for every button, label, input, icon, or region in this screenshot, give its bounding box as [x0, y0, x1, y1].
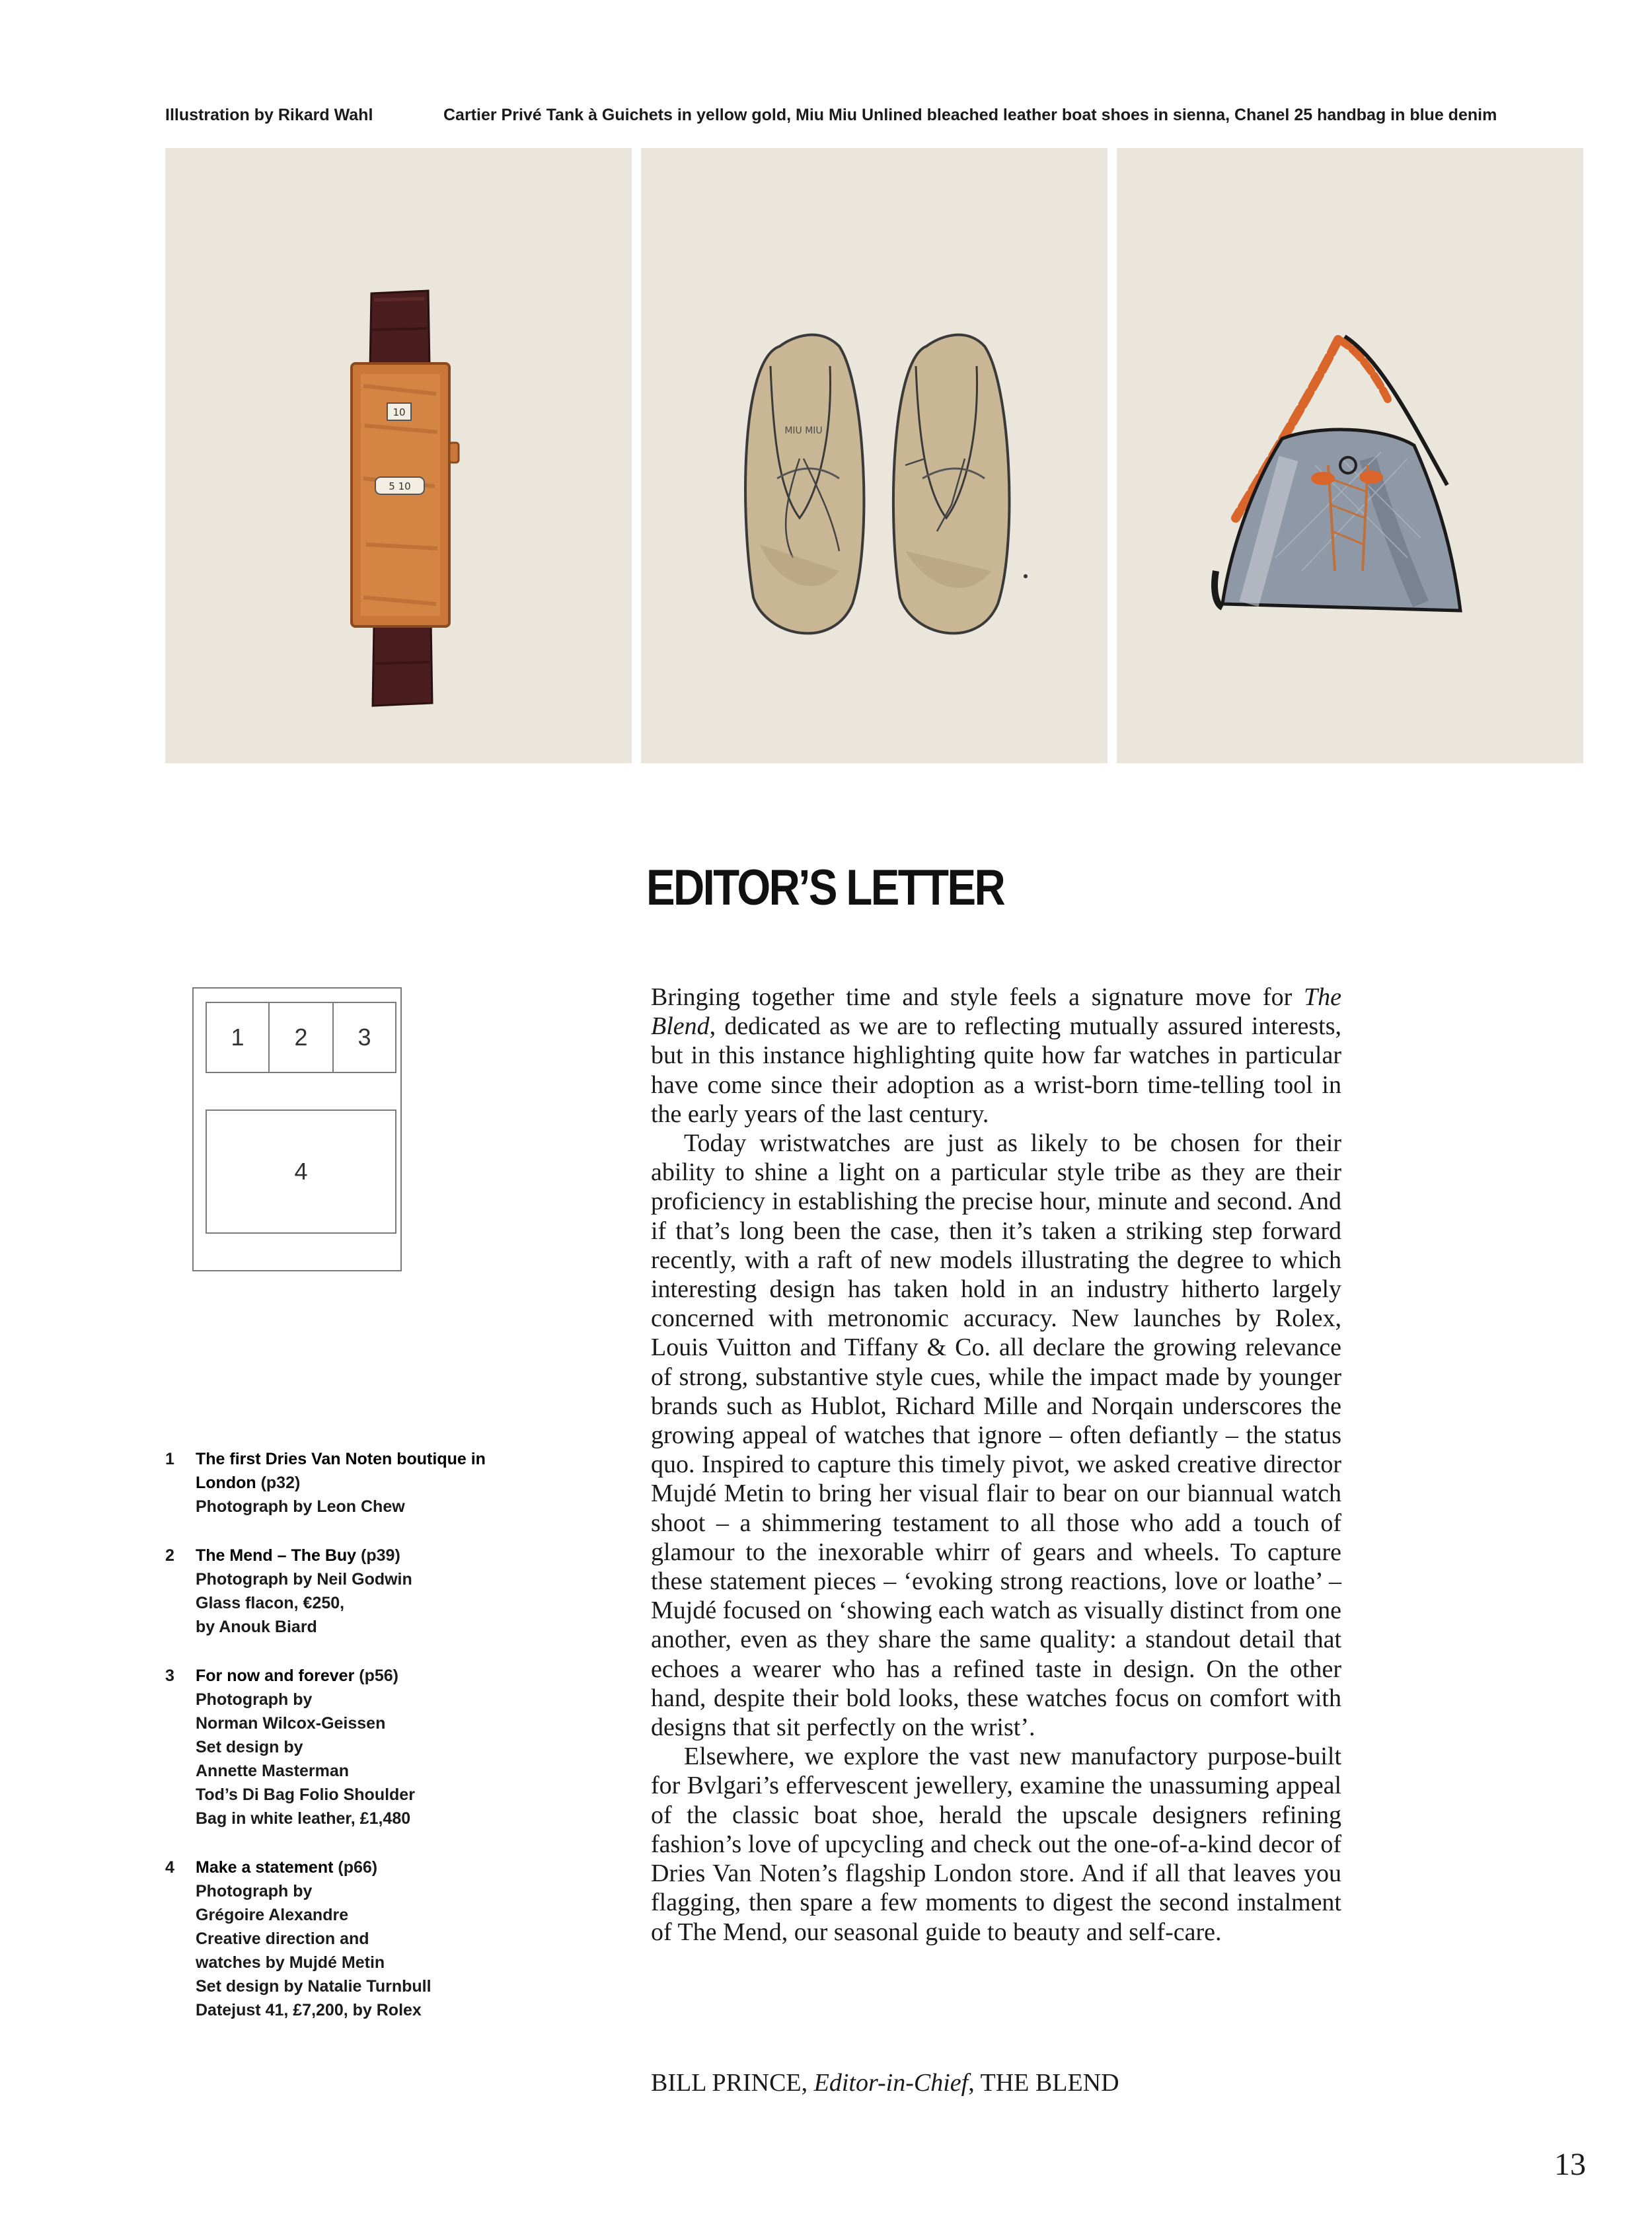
thumbnail-3: 3 [332, 1002, 396, 1073]
thumbnail-4: 4 [206, 1109, 396, 1234]
letter-text: Bringing together time and style feels a signature move for [651, 983, 1304, 1011]
credit-page: (p39) [356, 1546, 400, 1565]
publication-name: , THE BLEND [968, 2069, 1119, 2097]
illustration-credit: Illustration by Rikard Wahl [165, 106, 373, 124]
credit-line: Datejust 41, £7,200, by Rolex [196, 2001, 422, 2019]
editor-name: BILL PRINCE, [651, 2069, 814, 2097]
chanel-handbag-illustration [1117, 148, 1583, 763]
credit-line: Photograph by Leon Chew [196, 1497, 405, 1516]
credit-number: 2 [165, 1546, 174, 1565]
credit-line: Tod’s Di Bag Folio Shoulder [196, 1785, 415, 1804]
credit-number: 3 [165, 1667, 174, 1685]
credit-line: Creative direction and [196, 1930, 369, 1948]
credit-line: Norman Wilcox-Geissen [196, 1714, 386, 1733]
credit-line: Photograph by Neil Godwin [196, 1570, 412, 1589]
thumbnail-1: 1 [206, 1002, 270, 1073]
credit-line: Bag in white leather, £1,480 [196, 1809, 411, 1828]
credit-entry [165, 1447, 509, 1519]
credit-number: 1 [165, 1450, 174, 1468]
publication-title: The Blend [651, 983, 1341, 1041]
credit-title: For now and forever [196, 1667, 355, 1685]
credit-title: The first Dries Van Noten boutique in London [196, 1450, 486, 1492]
contributor-credits [165, 1447, 509, 2047]
credit-page: (p66) [333, 1858, 378, 1877]
shoe-tongue-logo: MIU MIU [784, 426, 823, 436]
credit-line: Set design by Natalie Turnbull [196, 1977, 432, 1996]
credit-number: 4 [165, 1858, 174, 1877]
shoes-illustration-panel [641, 148, 1108, 763]
credit-line: Grégoire Alexandre [196, 1906, 349, 1924]
credit-line: Set design by [196, 1738, 303, 1756]
page-number: 13 [1554, 2147, 1586, 2182]
credit-entry [165, 1664, 509, 1830]
credit-line: Photograph by [196, 1690, 313, 1709]
credit-line: watches by Mujdé Metin [196, 1953, 385, 1972]
page-thumbnail-diagram [192, 987, 402, 1271]
letter-paragraph: Today wristwatches are just as likely to be chosen for their ability to shine a light on a particular style tribe as they are their proficiency in establishing the precise hour, minute and second. And if that’s long been the case, then it’s taken a striking step forward recently, with a raft of new models illustrating the degree to which interesting design has taken hold in an industry hitherto largely concerned with metronomic accuracy. New launches by Rolex, Louis Vuitton and Tiffany & Co. all declare the growing relevance of strong, substantive style cues, while the impact made by younger brands such as Hublot, Richard Mille and Norqain underscores the growing appeal of watches that ignore – often defiantly – the status quo. Inspired to capture this timely pivot, we asked creative director Mujdé Metin to bring her visual flair to bear on our biannual watch shoot – a shimmering testament to all those who add a touch of glamour to the inexorable whirr of gears and wheels. To capture these statement pieces – ‘evoking strong reactions, love or loathe’ – Mujdé focused on ‘showing each watch as visually distinct from one another, even as they share the same quality: a standout detail that echoes a wearer who has a refined taste in design. On the other hand, despite their bold looks, these watches focus on comfort with designs that sit perfectly on the wrist’. [651, 1129, 1341, 1742]
page-title: EDITOR’S LETTER [646, 860, 1004, 916]
letter-text: , dedicated as we are to reflecting mutually assured interests, but in this instance highlighting quite how far watches in particular have come since their adoption as a wrist-born time-telling tool in the early years of the last century. [651, 1012, 1341, 1128]
credit-line: Photograph by [196, 1882, 313, 1900]
letter-paragraph: Elsewhere, we explore the vast new manufactory purpose-built for Bvlgari’s effervescent jewellery, examine the unassuming appeal of the classic boat shoe, herald the upscale designers refining fashion’s love of upcycling and check out the one-of-a-kind decor of Dries Van Noten’s flagship London store. And if all that leaves you flagging, then spare a few moments to digest the second instalment of The Mend, our seasonal guide to beauty and self-care. [651, 1743, 1341, 1946]
credit-line: by Anouk Biard [196, 1618, 317, 1636]
letter-paragraph [651, 983, 1341, 1129]
illustration-items-caption: Cartier Privé Tank à Guichets in yellow gold, Miu Miu Unlined bleached leather boat shoes in sienna, Chanel 25 handbag in blue denim [443, 106, 1497, 124]
watch-illustration-panel [165, 148, 632, 763]
credit-title: The Mend – The Buy [196, 1546, 357, 1565]
thumbnail-2: 2 [268, 1002, 334, 1073]
credit-title: Make a statement [196, 1858, 334, 1877]
watch-minute-text: 5 10 [389, 480, 411, 492]
credit-entry [165, 1856, 509, 2022]
editor-role: Editor-in-Chief [813, 2069, 969, 2097]
editors-letter-body [651, 983, 1341, 1947]
watch-hour-text: 10 [393, 406, 406, 418]
watch-illustration [165, 148, 632, 763]
credit-entry [165, 1544, 509, 1639]
editor-signature [651, 2068, 1119, 2097]
credit-page: (p32) [256, 1474, 301, 1492]
boat-shoes-illustration [641, 148, 1108, 763]
credit-page: (p56) [354, 1667, 398, 1685]
handbag-illustration-panel [1117, 148, 1583, 763]
credit-line: Annette Masterman [196, 1762, 349, 1780]
credit-line: Glass flacon, €250, [196, 1594, 345, 1612]
